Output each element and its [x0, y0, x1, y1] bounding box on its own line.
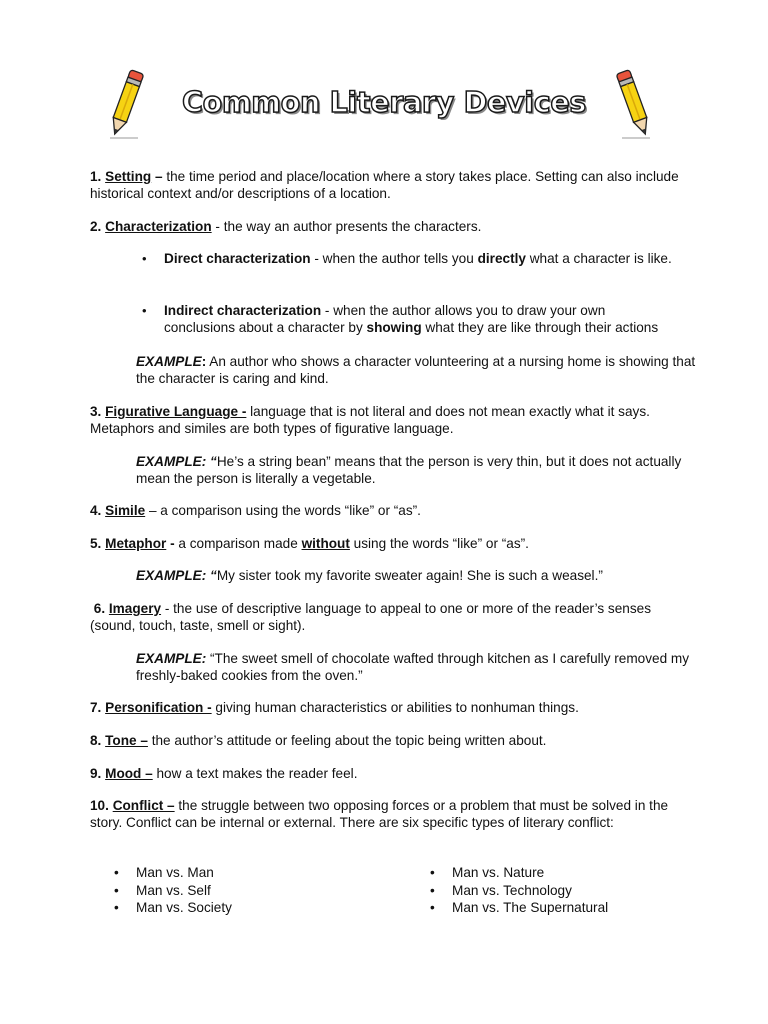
document-page: Common Literary Devices 1. Setting – the time period and place/location where a story takes place. Setting can also include historical context and/or descriptions of a location. 2. Characterization - the way an author presents the characters. • Direct characterization - when the author tells you directly what a character is like. • Indirect characterization - when the author allows you to draw your own conclusions about a character by showing what they are like through their actions EXAMPLE: An author who shows a character volunteering at a nursing home is showing that the character is caring and kind. 3. Figurative Language - language that is not literal and does not mean exactly what it says. Metaphors and similes are both types of figurative language. EXAMPLE: “He’s a string bean” means that the person is very thin, but it does not actually mean the person is literally a vegetable. 4. Simile – a comparison using the words “like” or “as”. 5. Metaphor - a comparison made without using the words “like” or “as”. EXAMPLE: “My sister took my favorite sweater again! She is such a weasel.” 6. Imagery - the use of descriptive language to appeal to one or more of the reader’s senses (sound, touch, taste, smell or sight). EXAMPLE: “The sweet smell of chocolate wafted through kitchen as I carefully removed my freshly-baked cookies from the oven.” 7. Personification - giving human characteristics or abilities to nonhuman things. 8. Tone – the author’s attitude or feeling about the topic being written about. 9. Mood – how a text makes the reader feel. 10. Conflict – the struggle between two opposing forces or a problem that must be solved in the story. Conflict can be internal or external. There are six specific types of literary conflict: • Man vs. Man • Man vs. Self • Man vs. Society • Man vs. Nature • Man vs. Technology • Man vs. The Supernatural: [0, 0, 768, 1024]
conflict-list-right: [430, 864, 690, 917]
item-figurative-language: 3. Figurative Language - language that is not literal and does not mean exactly what it says. Metaphors and similes are both types of figurative language.: [90, 404, 650, 437]
term-simile: Simile: [105, 503, 146, 518]
pencil-icon: [104, 66, 148, 140]
item-tone: 8. Tone – the author’s attitude or feeling about the topic being written about.: [90, 733, 547, 748]
term-tone: Tone –: [105, 733, 148, 748]
term-mood: Mood –: [105, 766, 153, 781]
item-metaphor: 5. Metaphor - a comparison made without using the words “like” or “as”.: [90, 536, 529, 551]
term-indirect-characterization: Indirect characterization: [164, 303, 322, 318]
list-item: • Man vs. Nature: [430, 865, 545, 880]
item-setting: 1. Setting – the time period and place/location where a story takes place. Setting can also include historical context and/or descriptions of a location.: [90, 169, 679, 202]
characterization-description: the way an author presents the characters.: [223, 219, 482, 234]
conflict-list-left: [114, 864, 374, 917]
setting-description: the time period and place/location where a story takes place. Setting can also include historical context and/or descriptions of a location.: [90, 169, 679, 202]
pencil-icon: [612, 66, 656, 140]
item-conflict: 10. Conflict – the struggle between two opposing forces or a problem that must be solved in the story. Conflict can be internal or external. There are six specific types of literary conflict:: [90, 798, 669, 831]
item-simile: 4. Simile – a comparison using the words “like” or “as”.: [90, 503, 421, 518]
term-setting: Setting: [105, 169, 152, 184]
item-mood: 9. Mood – how a text makes the reader feel.: [90, 766, 358, 781]
item-personification: 7. Personification - giving human characteristics or abilities to nonhuman things.: [90, 700, 579, 715]
list-item: • Man vs. Society: [114, 900, 232, 915]
item-characterization: 2. Characterization - the way an author presents the characters.: [90, 219, 482, 234]
term-imagery: Imagery: [108, 601, 162, 616]
item-imagery: 6. Imagery - the use of descriptive language to appeal to one or more of the reader’s senses (sound, touch, taste, smell or sight).: [90, 601, 651, 634]
example-metaphor: EXAMPLE: “My sister took my favorite sweater again! She is such a weasel.”: [136, 568, 603, 583]
list-item: • Man vs. Self: [114, 882, 211, 898]
example-imagery: EXAMPLE: “The sweet smell of chocolate wafted through kitchen as I carefully removed my freshly-baked cookies from the oven.”: [136, 651, 690, 684]
list-item: • Man vs. Man: [114, 865, 214, 880]
term-metaphor: Metaphor: [105, 536, 167, 551]
example-characterization: EXAMPLE: An author who shows a character volunteering at a nursing home is showing that the character is caring and kind.: [136, 354, 696, 387]
term-direct-characterization: Direct characterization: [164, 251, 311, 266]
term-characterization: Characterization: [105, 219, 212, 234]
list-item: • Man vs. Technology: [430, 882, 572, 898]
list-item: • Man vs. The Supernatural: [430, 900, 609, 915]
example-figurative-language: EXAMPLE: “He’s a string bean” means that the person is very thin, but it does not actually mean the person is literally a vegetable.: [136, 454, 682, 487]
term-personification: Personification -: [105, 700, 212, 715]
term-conflict: Conflict –: [112, 798, 175, 813]
term-figurative-language: Figurative Language -: [105, 404, 247, 419]
page-title: Common Literary Devices: [181, 86, 587, 119]
